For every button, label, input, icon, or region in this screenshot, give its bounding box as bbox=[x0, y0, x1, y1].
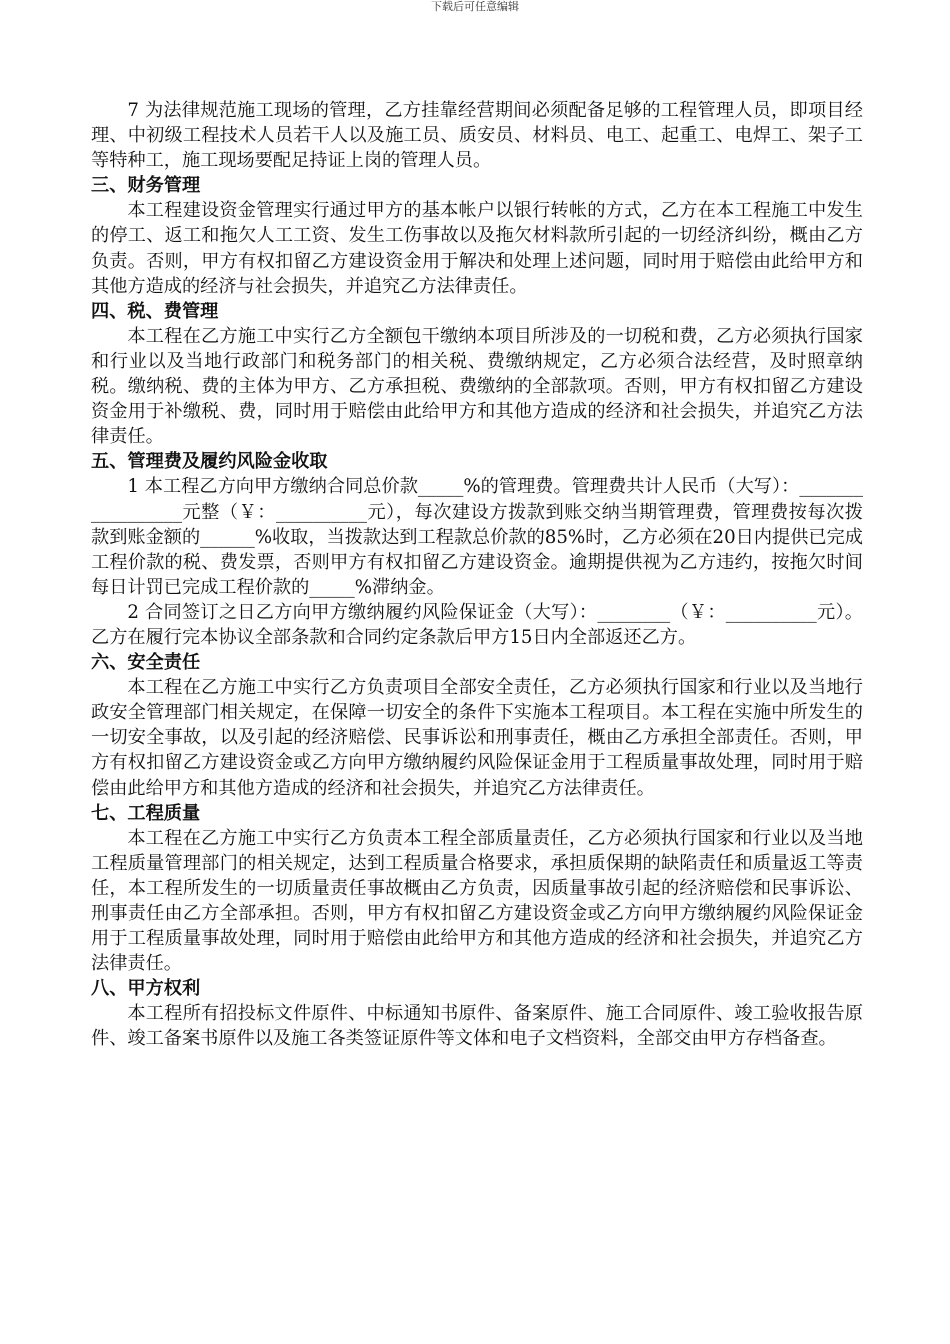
document-body bbox=[91, 98, 863, 1052]
paragraph-safety: 本工程在乙方施工中实行乙方负责项目全部安全责任，乙方必须执行国家和行业以及当地行政安全管理部门相关规定，在保障一切安全的条件下实施本工程项目。本工程在实施中所发生的一切安全事故，以及引起的经济赔偿、民事诉讼和刑事责任，概由乙方承担全部责任。否则，甲方有权扣留乙方建设资金或乙方向甲方缴纳履约风险保证金用于工程质量事故处理，同时用于赔偿由此给甲方和其他方造成的经济和社会损失，并追究乙方法律责任。 bbox=[91, 677, 863, 799]
section-quality bbox=[91, 801, 863, 977]
paragraph-management-fee-2: 2 合同签订之日乙方向甲方缴纳履约风险保证金（大写）：________（￥：__________元）。乙方在履行完本协议全部条款和合同约定条款后甲方15日内全部返还乙方。 bbox=[91, 601, 863, 648]
section-party-a-rights bbox=[91, 976, 863, 1051]
section-management-fee bbox=[91, 449, 863, 650]
section-finance bbox=[91, 173, 863, 298]
paragraph-tax: 本工程在乙方施工中实行乙方全额包干缴纳本项目所涉及的一切税和费，乙方必须执行国家和行业以及当地行政部门和税务部门的相关税、费缴纳规定，乙方必须合法经营，及时照章纳税。缴纳税、费的主体为甲方、乙方承担税、费缴纳的全部款项。否则，甲方有权扣留乙方建设资金用于补缴税、费，同时用于赔偿由此给甲方和其他方造成的经济和社会损失，并追究乙方法律责任。 bbox=[91, 325, 863, 448]
section-heading-tax: 四、税、费管理 bbox=[91, 300, 219, 322]
section-heading-finance: 三、财务管理 bbox=[91, 175, 201, 197]
section-heading-management-fee: 五、管理费及履约风险金收取 bbox=[91, 451, 328, 473]
paragraph-management-fee-1: 1 本工程乙方向甲方缴纳合同总价款_____%的管理费。管理费共计人民币（大写）：_________________元整（￥：__________元），每次建设方拨款到账交纳当期管理费，管理费按每次拨款到账金额的______%收取，当拨款达到工程款总价款的85%时，乙方必须在20日内提供已完成工程价款的税、费发票，否则甲方有权扣留乙方建设资金。逾期提供视为乙方违约，按拖欠时间每日计罚已完成工程价款的_____%滞纳金。 bbox=[91, 476, 863, 598]
section-heading-party-a-rights: 八、甲方权利 bbox=[91, 978, 201, 1000]
paragraph-7: 7 为法律规范施工现场的管理，乙方挂靠经营期间必须配备足够的工程管理人员，即项目经理、中初级工程技术人员若干人以及施工员、质安员、材料员、电工、起重工、电焊工、架子工等特种工，施工现场要配足持证上岗的管理人员。 bbox=[91, 100, 863, 172]
section-safety bbox=[91, 650, 863, 801]
section-tax bbox=[91, 299, 863, 450]
section-heading-quality: 七、工程质量 bbox=[91, 802, 201, 824]
paragraph-party-a-rights: 本工程所有招投标文件原件、中标通知书原件、备案原件、施工合同原件、竣工验收报告原件、竣工备案书原件以及施工各类签证原件等文体和电子文档资料，全部交由甲方存档备查。 bbox=[91, 1003, 863, 1050]
paragraph-quality: 本工程在乙方施工中实行乙方负责本工程全部质量责任，乙方必须执行国家和行业以及当地工程质量管理部门的相关规定，达到工程质量合格要求，承担质保期的缺陷责任和质量返工等责任，本工程所发生的一切质量责任事故概由乙方负责，因质量事故引起的经济赔偿和民事诉讼、刑事责任由乙方全部承担。否则，甲方有权扣留乙方建设资金或乙方向甲方缴纳履约风险保证金用于工程质量事故处理，同时用于赔偿由此给甲方和其他方造成的经济和社会损失，并追究乙方法律责任。 bbox=[91, 827, 863, 975]
paragraph-finance: 本工程建设资金管理实行通过甲方的基本帐户以银行转帐的方式，乙方在本工程施工中发生的停工、返工和拖欠人工工资、发生工伤事故以及拖欠材料款所引起的一切经济纠纷，概由乙方负责。否则，甲方有权扣留乙方建设资金用于解决和处理上述问题，同时用于赔偿由此给甲方和其他方造成的经济与社会损失，并追究乙方法律责任。 bbox=[91, 200, 863, 297]
section-heading-safety: 六、安全责任 bbox=[91, 652, 201, 674]
page-header-note: 下载后可任意编辑 bbox=[431, 0, 519, 13]
